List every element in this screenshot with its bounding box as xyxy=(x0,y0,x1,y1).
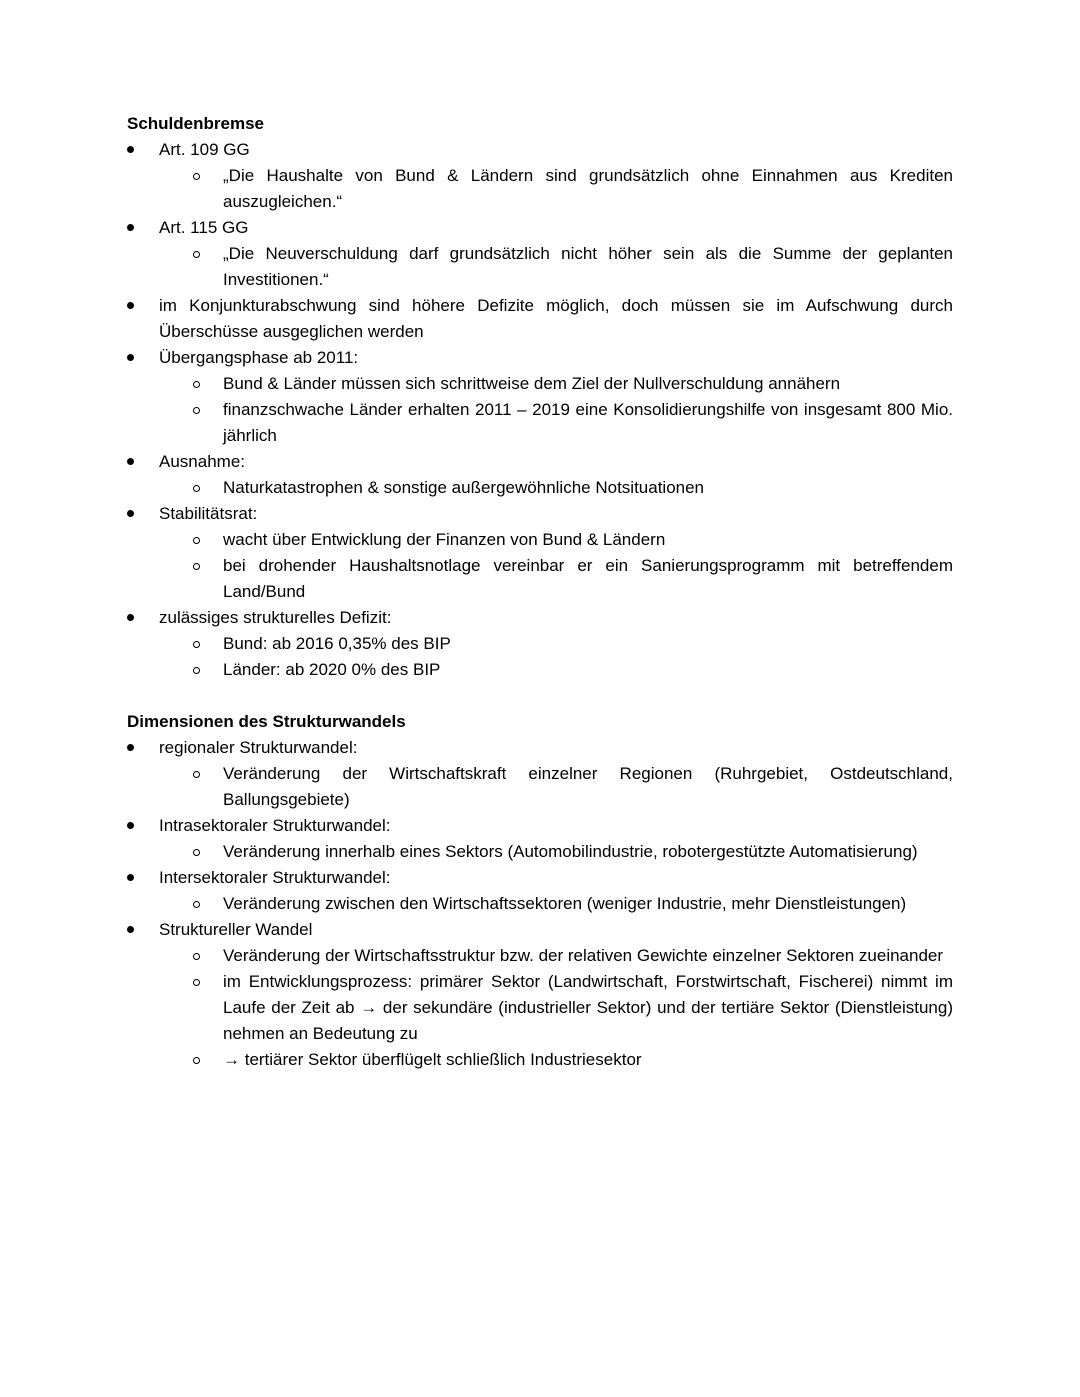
list-item xyxy=(127,605,953,683)
bullet-icon xyxy=(127,458,134,465)
list-item xyxy=(127,215,953,293)
list-item xyxy=(127,449,953,501)
bullet-icon xyxy=(127,822,134,829)
sub-list xyxy=(159,371,953,449)
document-content xyxy=(127,111,953,1073)
sub-list-item-text: finanzschwache Länder erhalten 2011 – 2019 eine Konsolidierungshilfe von insgesamt 800 Mio. jährlich xyxy=(223,400,953,445)
circle-bullet-icon xyxy=(193,485,200,492)
sub-list-item-text: Veränderung der Wirtschaftsstruktur bzw. der relativen Gewichte einzelner Sektoren zueinander xyxy=(223,946,944,965)
circle-bullet-icon xyxy=(193,251,200,258)
sub-list-item xyxy=(127,839,953,865)
circle-bullet-icon xyxy=(193,173,200,180)
list-item xyxy=(127,813,953,865)
circle-bullet-icon xyxy=(193,849,200,856)
sub-list-item-text: Länder: ab 2020 0% des BIP xyxy=(223,660,441,679)
sub-list-item xyxy=(127,241,953,293)
sub-list-item-text: Bund & Länder müssen sich schrittweise dem Ziel der Nullverschuldung annähern xyxy=(223,374,841,393)
sub-list-item xyxy=(127,527,953,553)
sub-list-item xyxy=(127,761,953,813)
circle-bullet-icon xyxy=(193,1057,200,1064)
sub-list-item xyxy=(127,1047,953,1073)
sub-list-item-text: Naturkatastrophen & sonstige außergewöhnliche Notsituationen xyxy=(223,478,705,497)
list-item-text: regionaler Strukturwandel: xyxy=(159,738,358,757)
sub-list-item xyxy=(127,891,953,917)
bullet-icon xyxy=(127,224,134,231)
sub-list-item xyxy=(127,969,953,1047)
list-item xyxy=(127,501,953,605)
list-item-text: Art. 109 GG xyxy=(159,140,250,159)
sub-list-item xyxy=(127,163,953,215)
list-item xyxy=(127,917,953,1073)
bullet-icon xyxy=(127,874,134,881)
list-item-text: Ausnahme: xyxy=(159,452,245,471)
sub-list xyxy=(159,631,953,683)
bullet-icon xyxy=(127,146,134,153)
bullet-icon xyxy=(127,354,134,361)
circle-bullet-icon xyxy=(193,641,200,648)
section-gap xyxy=(127,683,953,709)
sub-list xyxy=(159,761,953,813)
sub-list-item-text: Bund: ab 2016 0,35% des BIP xyxy=(223,634,451,653)
bullet-icon xyxy=(127,614,134,621)
sub-list-item xyxy=(127,657,953,683)
sub-list-item-text: → tertiärer Sektor überflügelt schließlich Industriesektor xyxy=(223,1050,642,1069)
bullet-icon xyxy=(127,744,134,751)
list-item-text: zulässiges strukturelles Defizit: xyxy=(159,608,392,627)
sub-list xyxy=(159,891,953,917)
circle-bullet-icon xyxy=(193,537,200,544)
list-item-text: Struktureller Wandel xyxy=(159,920,313,939)
list-item xyxy=(127,865,953,917)
sub-list xyxy=(159,163,953,215)
sub-list xyxy=(159,241,953,293)
bullet-icon xyxy=(127,926,134,933)
circle-bullet-icon xyxy=(193,953,200,960)
sub-list-item xyxy=(127,475,953,501)
circle-bullet-icon xyxy=(193,381,200,388)
list-item-text: im Konjunkturabschwung sind höhere Defizite möglich, doch müssen sie im Aufschwung durch Überschüsse ausgeglichen werden xyxy=(159,296,953,341)
bullet-list xyxy=(127,137,953,683)
bullet-list xyxy=(127,735,953,1073)
circle-bullet-icon xyxy=(193,407,200,414)
sub-list-item xyxy=(127,943,953,969)
sub-list xyxy=(159,475,953,501)
sub-list-item xyxy=(127,553,953,605)
sub-list-item-text: Veränderung innerhalb eines Sektors (Automobilindustrie, robotergestützte Automatisierung) xyxy=(223,842,918,861)
list-item-text: Intrasektoraler Strukturwandel: xyxy=(159,816,391,835)
list-item-text: Übergangsphase ab 2011: xyxy=(159,348,359,367)
sub-list xyxy=(159,527,953,605)
bullet-icon xyxy=(127,510,134,517)
circle-bullet-icon xyxy=(193,901,200,908)
list-item-text: Stabilitätsrat: xyxy=(159,504,258,523)
list-item xyxy=(127,137,953,215)
sub-list-item-text: wacht über Entwicklung der Finanzen von Bund & Ländern xyxy=(223,530,666,549)
sub-list-item-text: Veränderung zwischen den Wirtschaftssektoren (weniger Industrie, mehr Dienstleistungen) xyxy=(223,894,907,913)
circle-bullet-icon xyxy=(193,771,200,778)
list-item xyxy=(127,345,953,449)
sub-list-item-text: bei drohender Haushaltsnotlage vereinbar er ein Sanierungsprogramm mit betreffendem Land/Bund xyxy=(223,556,953,601)
sub-list-item xyxy=(127,371,953,397)
sub-list-item-text: im Entwicklungsprozess: primärer Sektor (Landwirtschaft, Forstwirtschaft, Fischerei) nimmt im Laufe der Zeit ab → der sekundäre (industrieller Sektor) und der tertiäre Sektor (Dienstleistung) nehmen an Bedeutung zu xyxy=(223,972,953,1043)
sub-list-item-text: „Die Neuverschuldung darf grundsätzlich nicht höher sein als die Summe der geplanten Investitionen.“ xyxy=(223,244,953,289)
sub-list-item-text: „Die Haushalte von Bund & Ländern sind grundsätzlich ohne Einnahmen aus Krediten auszugleichen.“ xyxy=(223,166,953,211)
sub-list xyxy=(159,943,953,1073)
list-item xyxy=(127,293,953,345)
section-title: Schuldenbremse xyxy=(127,114,264,133)
list-item xyxy=(127,735,953,813)
sub-list-item-text: Veränderung der Wirtschaftskraft einzelner Regionen (Ruhrgebiet, Ostdeutschland, Ballungsgebiete) xyxy=(223,764,953,809)
section-title: Dimensionen des Strukturwandels xyxy=(127,712,406,731)
circle-bullet-icon xyxy=(193,563,200,570)
circle-bullet-icon xyxy=(193,979,200,986)
sub-list-item xyxy=(127,397,953,449)
sub-list-item xyxy=(127,631,953,657)
list-item-text: Art. 115 GG xyxy=(159,218,249,237)
list-item-text: Intersektoraler Strukturwandel: xyxy=(159,868,391,887)
circle-bullet-icon xyxy=(193,667,200,674)
sub-list xyxy=(159,839,953,865)
bullet-icon xyxy=(127,302,134,309)
